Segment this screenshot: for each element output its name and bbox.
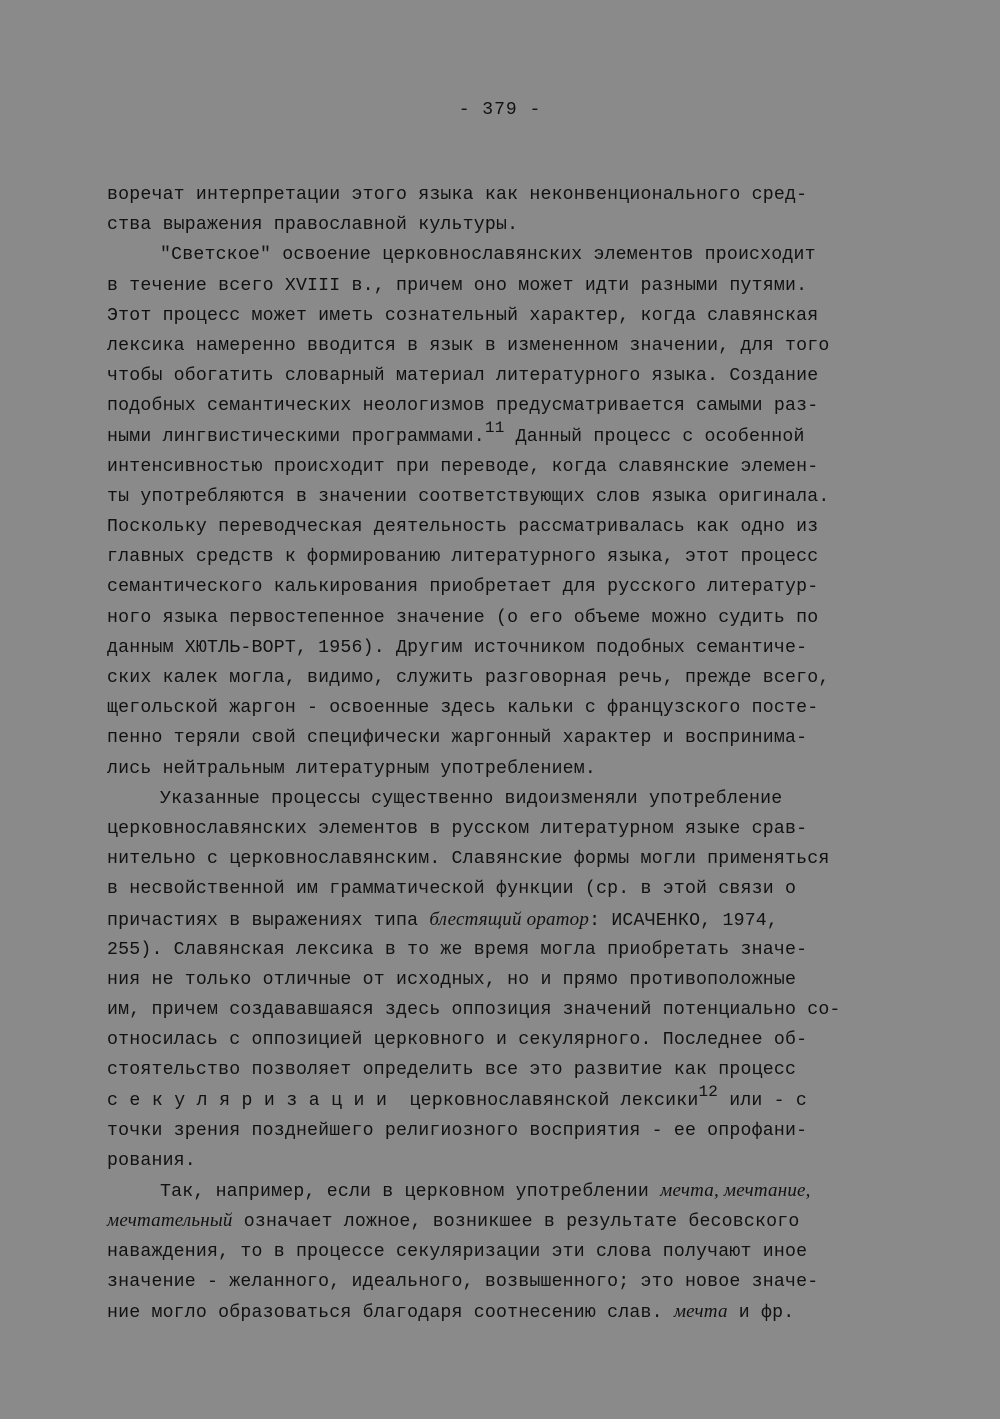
- text-segment: ства выражения православной культуры.: [107, 215, 519, 236]
- italic-term: мечтательный: [107, 1210, 233, 1232]
- text-line: [107, 1237, 907, 1267]
- text-segment: и фр.: [727, 1302, 795, 1323]
- text-line: [107, 542, 907, 572]
- text-line: [107, 572, 907, 602]
- text-line: [107, 1116, 907, 1146]
- text-segment: точки зрения позднейшего религиозного восприятия - ее опрофани-: [107, 1120, 808, 1141]
- text-line: [107, 874, 907, 904]
- text-segment: лись нейтральным литературным употреблением.: [107, 758, 597, 779]
- text-segment: Так, например, если в церковном употреблении: [160, 1182, 661, 1203]
- text-line: [107, 663, 907, 693]
- text-line: [107, 271, 907, 301]
- footnote-marker: 12: [698, 1082, 719, 1101]
- text-line: [107, 482, 907, 512]
- text-line: [107, 1082, 907, 1116]
- text-segment: лексика намеренно вводится в язык в измененном значении, для того: [107, 335, 830, 356]
- text-segment: воречат интерпретации этого языка как неконвенционального сред-: [107, 185, 808, 205]
- text-segment: значение - желанного, идеального, возвышенного; это новое значе-: [107, 1271, 819, 1292]
- text-segment: щегольской жаргон - освоенные здесь кальки с французского посте-: [107, 698, 819, 719]
- text-segment: ния не только отличные от исходных, но и прямо противоположные: [107, 969, 797, 990]
- text-segment: чтобы обогатить словарный материал литературного языка. Создание: [107, 366, 819, 387]
- text-line: [107, 361, 907, 391]
- footnote-marker: 11: [484, 418, 505, 437]
- text-line: [107, 1176, 907, 1206]
- text-line: [107, 935, 907, 965]
- text-segment: пенно теряли свой специфически жаргонный характер и воспринима-: [107, 728, 808, 749]
- text-line: [107, 693, 907, 723]
- text-segment: в течение всего XVIII в., причем оно может идти разными путями.: [107, 275, 808, 296]
- text-line: [107, 603, 907, 633]
- text-line: [107, 512, 907, 542]
- text-line: [107, 301, 907, 331]
- text-segment: означает ложное, возникшее в результате бесовского: [232, 1212, 800, 1233]
- text-line: [107, 210, 907, 240]
- text-line: [107, 1025, 907, 1055]
- text-line: [107, 905, 907, 935]
- text-segment: Поскольку переводческая деятельность рассматривалась как одно из: [107, 517, 819, 538]
- text-segment: ными лингвистическими программами.: [107, 426, 485, 447]
- text-segment: им, причем создававшаяся здесь оппозиция значений потенциально со-: [107, 1000, 841, 1021]
- text-line: [107, 844, 907, 874]
- text-line: [107, 1055, 907, 1085]
- text-segment: ного языка первостепенное значение (о его объеме можно судить по: [107, 607, 819, 628]
- text-line: [107, 965, 907, 995]
- text-segment: : ИСАЧЕНКО, 1974,: [589, 910, 779, 931]
- text-line: [107, 814, 907, 844]
- text-segment: церковнославянских элементов в русском литературном языке срав-: [107, 818, 808, 839]
- text-line: [107, 418, 907, 452]
- text-line: [107, 1267, 907, 1297]
- spaced-emphasis: секуляризации: [107, 1090, 399, 1111]
- text-segment: семантического калькирования приобретает для русского литератур-: [107, 577, 819, 598]
- text-segment: ских калек могла, видимо, служить разговорная речь, прежде всего,: [107, 668, 830, 688]
- text-segment: Указанные процессы существенно видоизменяли употребление: [160, 788, 783, 809]
- text-segment: или - с: [718, 1090, 808, 1111]
- text-line: [107, 331, 907, 361]
- text-segment: рования.: [107, 1151, 196, 1171]
- text-line: [107, 995, 907, 1025]
- text-segment: интенсивностью происходит при переводе, когда славянские элемен-: [107, 456, 819, 477]
- text-line: [107, 452, 907, 482]
- text-segment: стоятельство позволяет определить все это развитие как процесс: [107, 1060, 797, 1081]
- text-line: [107, 1206, 907, 1236]
- page-number: - 379 -: [458, 100, 542, 120]
- text-segment: 255). Славянская лексика в то же время могла приобретать значе-: [107, 939, 808, 960]
- text-segment: ты употребляются в значении соответствующих слов языка оригинала.: [107, 486, 830, 507]
- text-segment: церковнославянской лексики: [398, 1090, 699, 1111]
- text-line: [107, 784, 907, 814]
- text-line: [107, 180, 907, 210]
- text-segment: относилась с оппозицией церковного и секулярного. Последнее об-: [107, 1030, 808, 1051]
- text-line: [107, 723, 907, 753]
- text-segment: Этот процесс может иметь сознательный характер, когда славянская: [107, 305, 819, 326]
- text-segment: данным ХЮТЛЬ-ВОРТ, 1956). Другим источником подобных семантиче-: [107, 637, 808, 658]
- text-segment: причастиях в выражениях типа: [107, 910, 430, 931]
- text-segment: Данный процесс с особенной: [504, 426, 805, 447]
- text-line: [107, 754, 907, 784]
- text-segment: "Светское" освоение церковнославянских элементов происходит: [160, 245, 816, 266]
- italic-term: мечта: [673, 1300, 728, 1322]
- text-segment: нительно с церковнославянским. Славянские формы могли применяться: [107, 849, 830, 870]
- body-text: [107, 180, 907, 1327]
- text-line: [107, 1146, 907, 1176]
- italic-term: блестящий оратор: [429, 908, 590, 930]
- italic-term: мечта, мечтание,: [660, 1180, 811, 1202]
- text-line: [107, 240, 907, 270]
- text-segment: в несвойственной им грамматической функции (ср. в этой связи о: [107, 879, 797, 900]
- text-segment: главных средств к формированию литературного языка, этот процесс: [107, 547, 819, 568]
- text-segment: наваждения, то в процессе секуляризации эти слова получают иное: [107, 1241, 808, 1262]
- text-segment: ние могло образоваться благодаря соотнесению слав.: [107, 1302, 674, 1323]
- text-line: [107, 391, 907, 421]
- text-line: [107, 633, 907, 663]
- text-line: [107, 1297, 907, 1327]
- text-segment: подобных семантических неологизмов предусматривается самыми раз-: [107, 396, 819, 417]
